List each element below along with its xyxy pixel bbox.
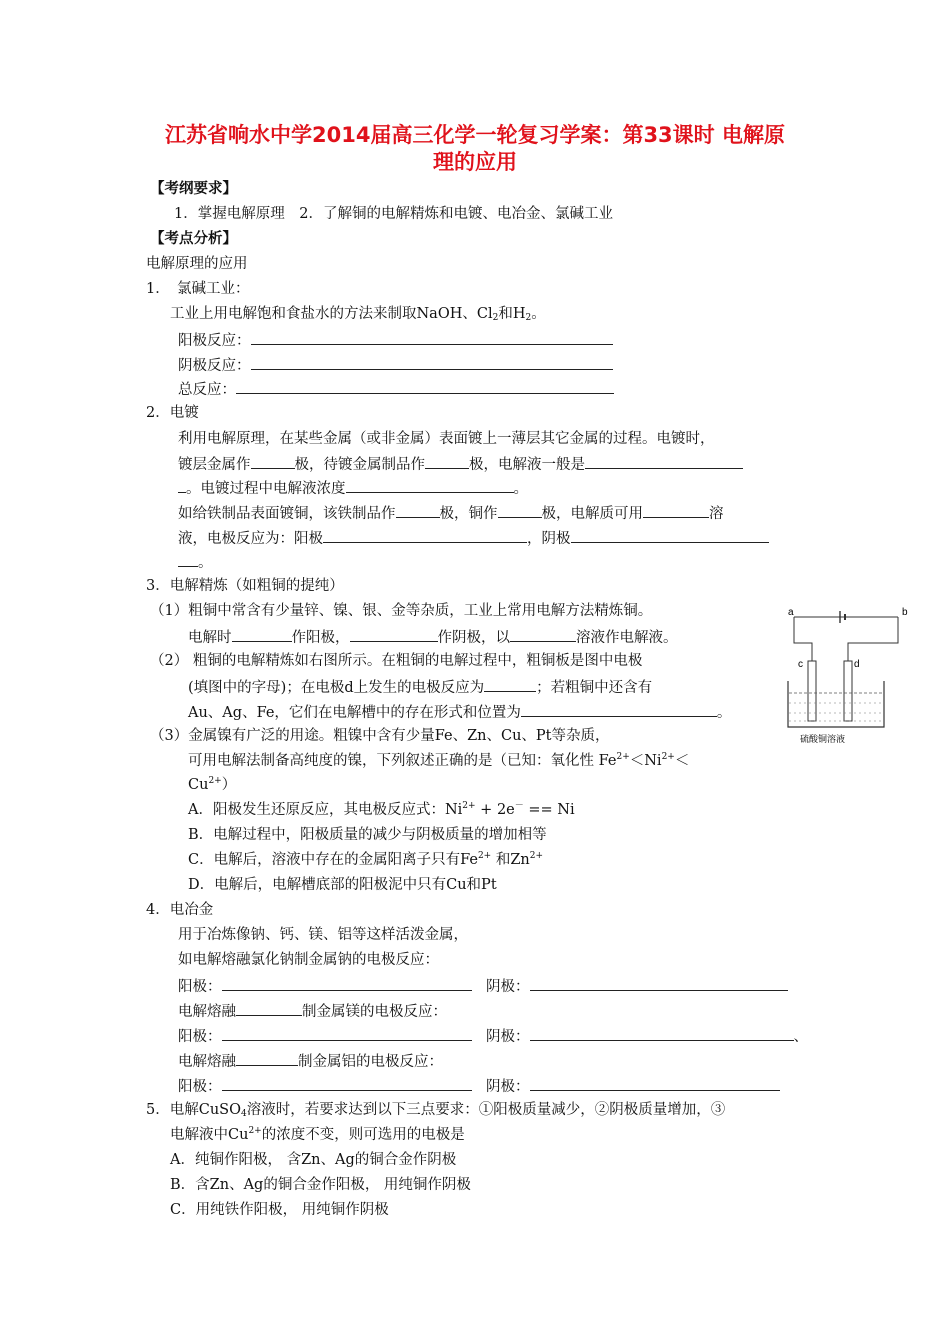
blank-field[interactable] [236,1000,302,1016]
electrode-c [808,661,816,721]
s4-line-2: 如电解熔融氯化钠制金属钠的电极反应： [178,952,439,968]
page-title [120,122,830,176]
fig-caption: 硫酸铜溶液 [800,735,846,745]
s2-line-6: 。 [178,551,213,573]
s3-q2-line-3: Au、Ag、Fe，它们在电解槽中的存在形式和位置为 。 [188,701,731,723]
s3-q3-line-1: （3）金属镍有广泛的用途。粗镍中含有少量Fe、Zn、Cu、Pt等杂质， [150,728,610,744]
s3-option-b[interactable]: B．电解过程中，阳极质量的减少与阴极质量的增加相等 [188,827,547,843]
blank-field[interactable] [571,527,769,543]
s2-line-1: 利用电解原理，在某些金属（或非金属）表面镀上一薄层其它金属的过程。电镀时， [178,431,715,447]
s3-q3-line-3: $Cu^{2+}$） [188,776,237,793]
blank-field[interactable] [251,354,613,370]
blank-field[interactable] [521,701,717,717]
s2-line-3: 。电镀过程中电解液浓度 。 [178,477,528,499]
s4-mg-line: 电解熔融 制金属镁的电极反应： [178,1000,447,1022]
s2-line-5: 液，电极反应为：阳极 ，阴极 [178,527,769,549]
s3-option-a[interactable]: A．阳极发生还原反应，其电极反应式：$Ni^{2+} + 2e^- == Ni$ [188,801,575,818]
blank-field[interactable] [396,502,440,518]
fig-label-d: d [854,659,860,670]
s4-al-electrodes: 阳极： 阴极： [178,1075,780,1097]
requirements-text: 1．掌握电解原理 2．了解铜的电解精炼和电镀、电冶金、氯碱工业 [174,206,613,222]
blank-field[interactable] [510,626,576,642]
blank-field[interactable] [251,453,295,469]
s3-q3-line-2: 可用电解法制备高纯度的镍，下列叙述正确的是（已知：氧化性 $Fe^{2+}<Ni^{2+}<$ [188,752,690,769]
s4-line-1: 用于冶炼像钠、钙、镁、铝等这样活泼金属， [178,927,468,943]
s3-q2-line-1: （2） 粗铜的电解精炼如右图所示。在粗铜的电解过程中，粗铜板是图中电极 [150,653,643,669]
title-line-1: 江苏省响水中学2014届高三化学一轮复习学案：第33课时 电解原 [165,123,785,147]
blank-field[interactable] [530,1075,780,1091]
blank-field[interactable] [222,1025,472,1041]
fig-label-b: b [902,607,908,618]
blank-field[interactable] [484,676,536,692]
s2-heading: 2．电镀 [146,405,199,421]
s1-description: 工业上用电解饱和食盐水的方法来制取NaOH、$Cl_2$和$H_2$。 [170,306,546,323]
blank-field[interactable] [346,477,514,493]
s3-q1-blanks: 电解时 作阳极， 作阴极，以 溶液作电解液。 [188,626,678,648]
blank-field[interactable] [222,975,472,991]
blank-field[interactable] [178,551,198,567]
blank-field[interactable] [323,527,527,543]
s5-option-b[interactable]: B．含Zn、Ag的铜合金作阳极， 用纯铜作阴极 [170,1177,471,1193]
blank-field[interactable] [530,1025,794,1041]
s4-heading: 4．电冶金 [146,902,214,918]
s2-line-4: 如给铁制品表面镀铜，该铁制品作 极，铜作 极，电解质可用 溶 [178,502,724,524]
s1-heading: 1． 氯碱工业： [146,281,250,297]
blank-field[interactable] [350,626,438,642]
electrode-d [844,661,852,721]
s1-total-line: 总反应： [178,378,614,400]
blank-field[interactable] [236,378,614,394]
blank-field[interactable] [498,502,542,518]
s3-heading: 3．电解精炼（如粗铜的提纯） [146,578,344,594]
s3-q1: （1）粗铜中常含有少量锌、镍、银、金等杂质，工业上常用电解方法精炼铜。 [150,603,653,619]
s1-cathode-line: 阴极反应： [178,354,613,376]
s3-option-d[interactable]: D．电解后，电解槽底部的阳极泥中只有Cu和Pt [188,877,497,893]
s5-option-c[interactable]: C．用纯铁作阳极， 用纯铜作阴极 [170,1202,389,1218]
s4-al-line: 电解熔融 制金属铝的电极反应： [178,1050,443,1072]
section-heading-requirements: 【考纲要求】 [150,180,237,197]
blank-field[interactable] [585,453,743,469]
tank [788,681,884,727]
blank-field[interactable] [425,453,469,469]
s4-na-electrodes: 阳极： 阴极： [178,975,788,997]
s3-option-c[interactable]: C．电解后，溶液中存在的金属阳离子只有$Fe^{2+}$ 和$Zn^{2+}$ [188,851,544,868]
section-heading-analysis: 【考点分析】 [150,230,237,247]
blank-field[interactable] [232,626,292,642]
blank-field[interactable] [222,1075,472,1091]
blank-field[interactable] [530,975,788,991]
fig-label-c: c [798,659,803,670]
blank-field[interactable] [178,477,186,493]
s5-option-a[interactable]: A．纯铜作阳极， 含Zn、Ag的铜合金作阴极 [170,1152,457,1168]
title-line-2: 理的应用 [433,150,517,174]
wire-right [848,617,898,663]
fig-label-a: a [788,607,794,618]
blank-field[interactable] [236,1050,298,1066]
s4-mg-electrodes: 阳极： 阴极： 、 [178,1025,808,1047]
s1-anode-line: 阳极反应： [178,329,613,351]
blank-field[interactable] [643,502,709,518]
s5-line-2: 电解液中$Cu^{2+}$的浓度不变，则可选用的电极是 [170,1126,465,1143]
s5-heading: 5．电解CuSO$_4$溶液时，若要求达到以下三点要求：①阳极质量减少，②阴极质量增加，③ [146,1102,726,1119]
wire-left [794,617,812,663]
blank-field[interactable] [251,329,613,345]
intro-text: 电解原理的应用 [146,256,248,272]
s2-line-2: 镀层金属作 极，待镀金属制品作 极，电解液一般是 [178,453,743,475]
s3-q2-line-2: (填图中的字母)；在电极d上发生的电极反应为 ；若粗铜中还含有 [188,676,652,698]
electrolysis-cell-diagram [782,603,942,745]
